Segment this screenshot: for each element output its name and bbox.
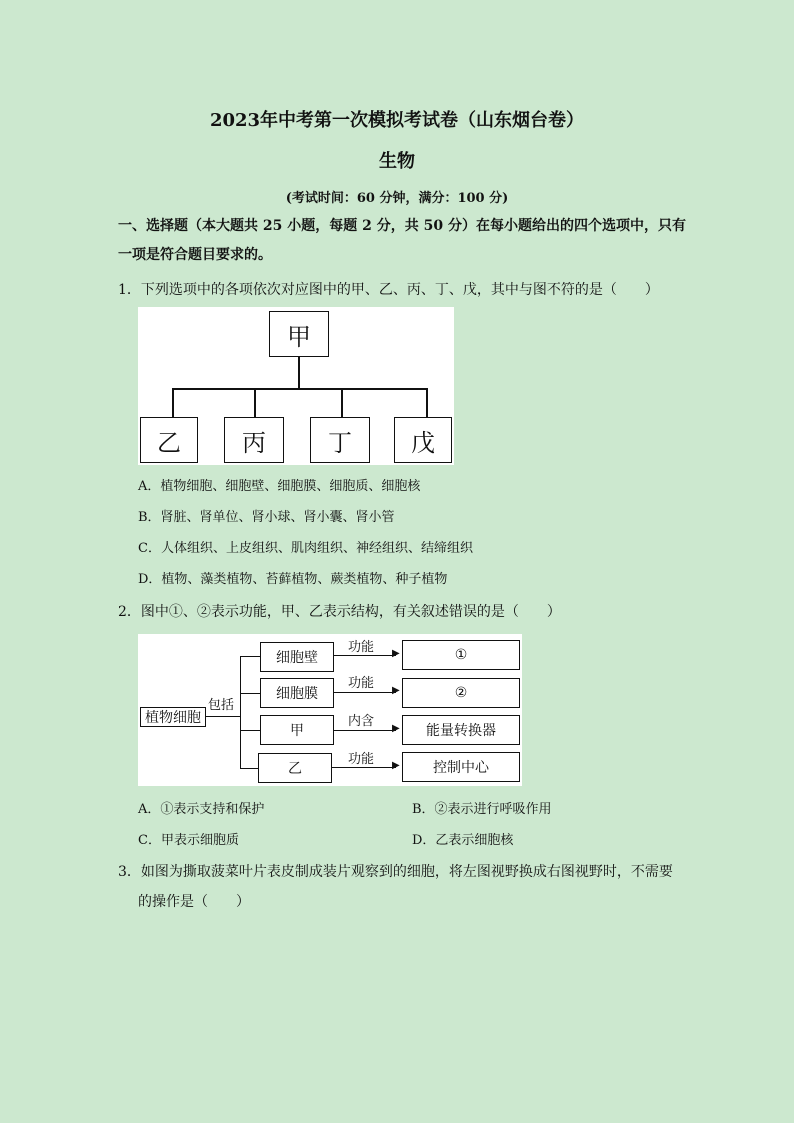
diagram-2-target-box: 能量转换器 <box>402 715 520 745</box>
diagram-2-structure-box: 细胞膜 <box>260 678 334 708</box>
question-2-stem: 2．图中①、②表示功能，甲、乙表示结构，有关叙述错误的是（ ） <box>118 604 561 620</box>
exam-info: (考试时间：60 分钟，满分：100 分) <box>285 191 509 206</box>
diagram-2-structure-box: 乙 <box>258 753 332 783</box>
q2-option-c: C．甲表示细胞质 <box>138 833 239 848</box>
q2-option-a: A．①表示支持和保护 <box>138 802 265 817</box>
section-heading-line2: 一项是符合题目要求的。 <box>118 247 272 263</box>
diagram-1-drop-line <box>426 388 428 418</box>
diagram-2-arrow-line <box>334 655 396 656</box>
question-2-diagram <box>138 634 522 786</box>
diagram-1-child-box: 丙 <box>224 417 284 463</box>
diagram-2-trunk-line <box>240 656 241 768</box>
diagram-2-root-line <box>206 716 240 717</box>
question-1-stem: 1．下列选项中的各项依次对应图中的甲、乙、丙、丁、戊，其中与图不符的是（ ） <box>118 282 659 298</box>
diagram-1-drop-line <box>254 388 256 418</box>
diagram-2-arrow-line <box>334 692 396 693</box>
arrow-head-icon: ▶ <box>392 685 400 696</box>
diagram-1-drop-line <box>172 388 174 418</box>
q2-option-b: B．②表示进行呼吸作用 <box>412 802 552 817</box>
diagram-1-stem-line <box>298 357 300 389</box>
diagram-2-relation-label: 功能 <box>348 752 375 767</box>
diagram-2-arrow-line <box>334 730 396 731</box>
question-3-stem-line1: 3．如图为撕取菠菜叶片表皮制成装片观察到的细胞，将左图视野换成右图视野时，不需要 <box>118 864 673 880</box>
subject-title: 生物 <box>379 151 415 172</box>
diagram-2-relation-label: 内含 <box>348 714 375 729</box>
diagram-2-branch-line <box>240 730 260 731</box>
diagram-2-target-box: ② <box>402 678 520 708</box>
diagram-1-child-box: 乙 <box>140 417 198 463</box>
page-title: 2023年中考第一次模拟考试卷（山东烟台卷） <box>209 110 585 131</box>
question-3-stem-line2: 的操作是（ ） <box>138 894 250 910</box>
diagram-1-bar-line <box>172 388 428 390</box>
arrow-head-icon: ▶ <box>392 760 400 771</box>
section-heading-line1: 一、选择题（本大题共 25 小题，每题 2 分，共 50 分）在每小题给出的四个选项中，只有 <box>118 218 686 234</box>
arrow-head-icon: ▶ <box>392 648 400 659</box>
q1-option-c: C．人体组织、上皮组织、肌肉组织、神经组织、结缔组织 <box>138 541 473 556</box>
diagram-2-target-box: 控制中心 <box>402 752 520 782</box>
diagram-1-child-box: 戊 <box>394 417 452 463</box>
arrow-head-icon: ▶ <box>392 723 400 734</box>
diagram-2-relation-label: 功能 <box>348 640 375 655</box>
diagram-2-structure-box: 甲 <box>260 715 334 745</box>
diagram-2-branch-line <box>240 693 260 694</box>
diagram-2-relation-label: 功能 <box>348 676 375 691</box>
q1-option-a: A．植物细胞、细胞壁、细胞膜、细胞质、细胞核 <box>138 479 421 494</box>
diagram-2-root-link-label: 包括 <box>208 698 235 713</box>
diagram-2-arrow-line <box>332 767 396 768</box>
section-heading <box>118 212 688 270</box>
diagram-2-target-box: ① <box>402 640 520 670</box>
diagram-1-child-box: 丁 <box>310 417 370 463</box>
q2-option-d: D．乙表示细胞核 <box>412 833 514 848</box>
diagram-2-structure-box: 细胞壁 <box>260 642 334 672</box>
diagram-2-root-box: 植物细胞 <box>140 707 206 727</box>
q1-option-d: D．植物、藻类植物、苔藓植物、蕨类植物、种子植物 <box>138 572 448 587</box>
diagram-1-drop-line <box>341 388 343 418</box>
diagram-1-top-box: 甲 <box>269 311 329 357</box>
question-1-diagram <box>138 307 454 465</box>
q1-option-b: B．肾脏、肾单位、肾小球、肾小囊、肾小管 <box>138 510 395 525</box>
diagram-2-branch-line <box>240 768 260 769</box>
diagram-2-branch-line <box>240 656 260 657</box>
